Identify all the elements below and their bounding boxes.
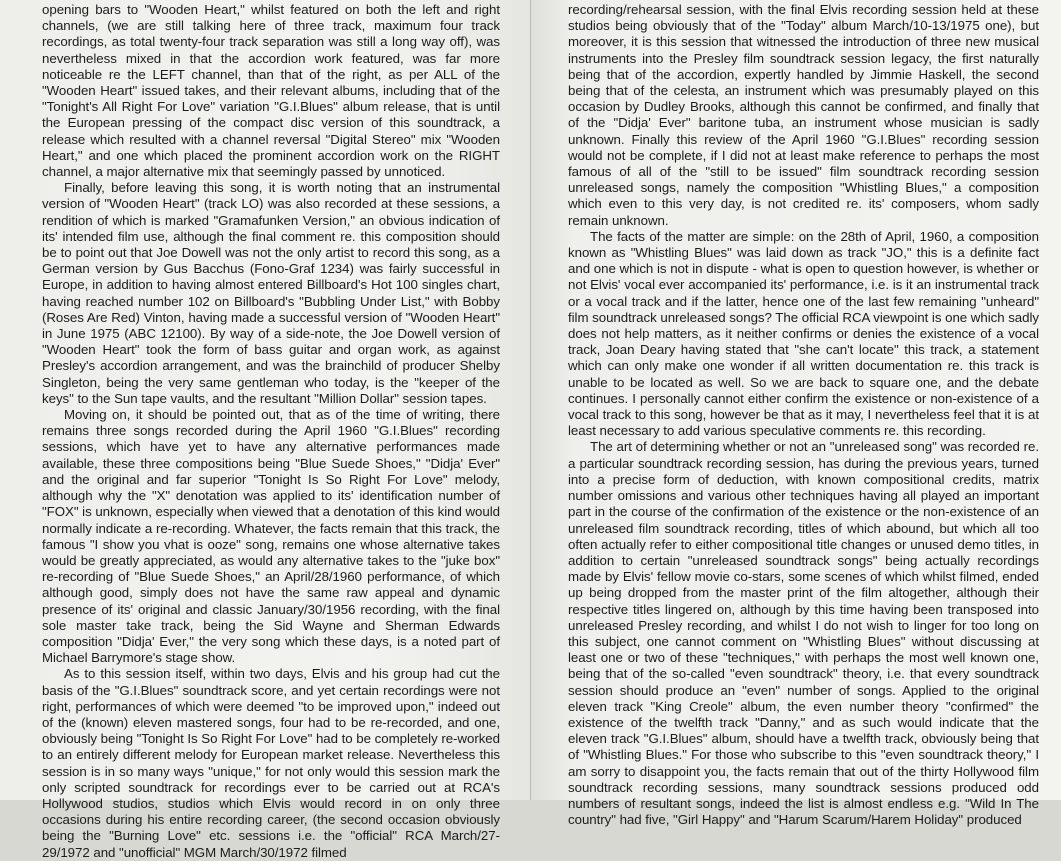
left-page [0, 0, 530, 860]
right-paragraph-3: The art of determining whether or not an "unreleased song" was recorded re. a particular soundtrack recording session, has during the previous years, turned into a precise form of deduction, with known compositional credits, matrix number omissions and various other techniques having all played an important part in the course of the confirmation of the existence or the non-existence of an unreleased film soundtrack recording, titles of which abound, but which all too often actually refer to either compositional title changes or unused demo titles, in addition to certain "unreleased soundtrack songs" being actually recordings made by Elvis' fellow movie co-stars, some scenes of which whilst filmed, ended up being dropped from the master print of the film altogether, although their respective titles lingered on, although by this time having been transposed into unreleased Presley recording, and whilst I do not wish to linger for too long on this subject, one cannot comment on "Whistling Blues" without discussing at least one or two of these "techniques," with perhaps the most well known one, being that of the so-called "even soundtrack" theory, i.e. that every soundtrack session should produce an "even" number of songs. Applied to the original eleven track "King Creole" album, the even number theory "confirmed" the existence of the twelfth track "Danny," and as such would indicate that the eleven track "G.I.Blues" album, should have a twelfth track, obviously being that of "Whistling Blues." For those who subscribe to this "even soundtrack theory," I am sorry to disappoint you, the facts remain that out of the thirty Hollywood film soundtrack recording sessions, many soundtrack sessions produced odd numbers of resultant songs, indeed the list is almost endless e.g. "Wild In The country" had five, "Girl Happy" and "Harum Scarum/Harem Holiday" produced [568, 439, 1039, 828]
left-paragraph-2: Finally, before leaving this song, it is worth noting that an instrumental version of "Wooden Heart" (track LO) was also recorded at these sessions, a rendition of which is marked "Gramafunken Version," an obvious indication of its' intended film use, although the final comment re. this composition should be to point out that Joe Dowell was not the only artist to record this song, as a German version by Gus Bacchus (Fono-Graf 1234) was fairly successful in Europe, in addition to having almost entered Billboard's Hot 100 singles chart, having reached number 102 on Billboard's "Bubbling Under List," with Bobby (Roses Are Red) Vinton, having made a successful version of "Wooden Heart" in June 1975 (ABC 12100). By way of a side-note, the Joe Dowell version of "Wooden Heart" took the form of bass guitar and organ work, as against Presley's accordion arrangement, and was the brainchild of producer Shelby Singleton, being the very same gentleman who today, is the "keeper of the keys" to the Sun tape vaults, and the resultant "Million Dollar" session tapes. [42, 180, 500, 406]
right-paragraph-1: recording/rehearsal session, with the final Elvis recording session held at these studios being obviously that of the "Today" album March/10-13/1975 one), but moreover, it is this session that witnessed the introduction of three new musical instruments into the Presley film soundtrack session legacy, the first naturally being that of the accordion, expertly handled by Jimmie Haskell, the second being that of the celesta, an instrument which was presumably played on this occasion by Dudley Brooks, although this cannot be confirmed, and finally that of the "Didja' Ever" baritone tuba, an instrument whose musician is sadly unknown. Finally this review of the April 1960 "G.I.Blues" recording session would not be complete, if I did not at least make reference to perhaps the most famous of all of the "still to be issued" film soundtrack recording session unreleased songs, namely the composition "Whistling Blues," a composition which even to this very day, is not credited re. its' composers, whom sadly remain unknown. [568, 2, 1039, 228]
left-paragraph-1: opening bars to "Wooden Heart," whilst featured on both the left and right channels, (we are still talking here of three track, maximum four track recordings, as total twenty-four track separation was still a long way off), was nevertheless mixed in that the accordion work featured, was far more noticeable re the LEFT channel, than that of the right, as per ALL of the "Wooden Heart" issued takes, and their relevant albums, including that of the "Tonight's All Right For Love" variation "G.I.Blues" album release, that is until the European pressing of the compact disc version of this soundtrack, a release which resulted with a channel reversal "Digital Stereo" mix "Wooden Heart," and one which placed the prominent accordion work on the RIGHT channel, a major alternative mix that seemingly passed by unnoticed. [42, 2, 500, 180]
left-paragraph-3: Moving on, it should be pointed out, that as of the time of writing, there remains three songs recorded during the April 1960 "G.I.Blues" recording sessions, which have yet to have any alternative performances made available, these three compositions being "Blue Suede Shoes," "Didja' Ever" and the original and far superior "Tonight Is So Right For Love" melody, although why the "X" denotation was applied to its' identification number of "FOX" is unknown, especially when viewed that a denotation of this kind would normally indicate a re-recording. Whatever, the facts remain that this track, the famous "I show you vhat is ooze" song, remains one whose alternative takes would be greatly appreciated, as would any alternative takes to the "juke box" re-recording of "Blue Suede Shoes," an April/28/1960 performance, of which although good, simply does not have the same raw appeal and dynamic presence of its' original and classic January/30/1956 recording, with the final sole master take track, being the Sid Wayne and Sherman Edwards composition "Didja' Ever," the very song which these days, is a noted part of Michael Barrymore's stage show. [42, 407, 500, 666]
left-paragraph-4: As to this session itself, within two days, Elvis and his group had cut the basis of the "G.I.Blues" soundtrack score, and yet certain recordings were not right, performances of which were deemed "to be improved upon," indeed out of the (known) eleven mastered songs, four had to be re-recorded, and one, obviously being "Tonight Is So Right For Love" had to be completely re-worked to an entirely different melody for European market release. Nevertheless this session is in so many ways "unique," for not only would this session mark the only scripted soundtrack for recordings ever to be carried out at RCA's Hollywood studios, studios which Elvis would record in on only three occasions during his entire recording career, (the second occasion obviously being the "Burning Love" etc. sessions i.e. the "official" RCA March/27-29/1972 and "unofficial" MGM March/30/1972 filmed [42, 666, 500, 860]
right-paragraph-2: The facts of the matter are simple: on the 28th of April, 1960, a composition known as "Whistling Blues" was laid down as track "JO," this is a definite fact and one which is not in dispute - what is open to question however, is whether or not Elvis' vocal ever accompanied its' performance, i.e. is it an instrumental track or a vocal track and if the latter, hence one of the last few remaining "unheard" film soundtrack unreleased songs? The official RCA viewpoint is one which sadly does not help matters, as it neither confirms or denies the existence of a vocal track, Joan Deary having stated that "she can't locate" this track, a statement which can only make one wonder if all written documentation re. this track is unable to be located as well. So we are back to square one, and the debate continues. I personally cannot either confirm the existence or non-existence of a vocal track to this song, however be that as it may, I nevertheless feel that it is at least necessary to add various speculative comments re. this recording. [568, 228, 1039, 439]
right-page [531, 0, 1061, 828]
